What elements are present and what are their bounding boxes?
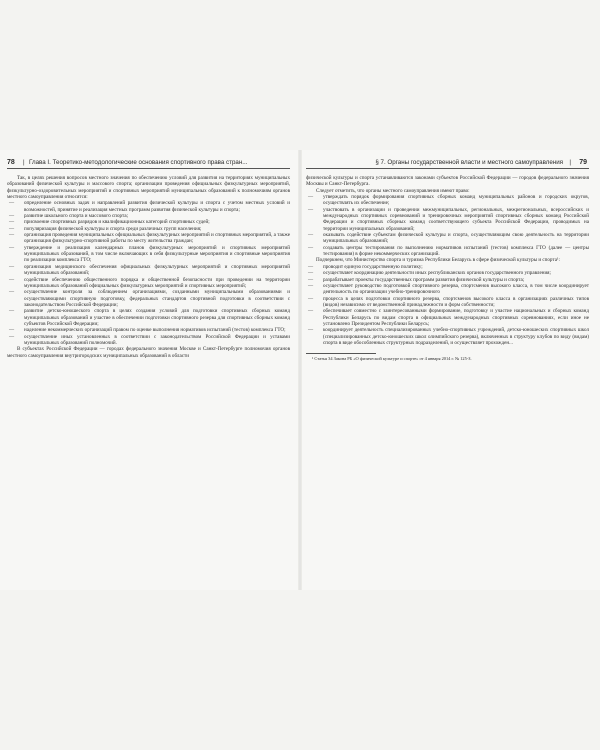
list-item: — развитие детско-юношеского спорта в целях создания условий для подготовки спортивных сборных команд муниципальных образований и участие в обеспечении подготовки спортивного резерва для спортивных сборных команд субъектов Российской Федерации; [7,308,290,327]
paragraph: Подчеркнем, что Министерство спорта и туризма Республики Беларусь в сфере физической культуры и спорта¹: [316,257,560,264]
list-item: — организация проведения муниципальных официальных физкультурных мероприятий и спортивных мероприятий, а также организация физкультурно-спортивной работы по месту жительства граждан; [7,232,290,245]
section-title: § 7. Органы государственной власти и местного самоуправления [375,159,563,166]
page-number: 79 [579,159,587,166]
list-item: — утверждать порядок формирования спортивных сборных команд муниципальных районов и городских округов, осуществлять их обеспечение; [306,194,589,207]
list-item: — создавать центры тестирования по выполнению нормативов испытаний (тестов) комплекса ГТО (далее — центры тестирования) в форме некоммерческих организаций. [306,245,589,258]
list-item: — организация медицинского обеспечения официальных физкультурных мероприятий и спортивных мероприятий муниципальных образований; [7,264,290,277]
list-item: — содействие обеспечению общественного порядка и общественной безопасности при проведении на территории муниципальных образований официальных физкультурных мероприятий и спортивных мероприятий; [7,277,290,290]
list-item: — развитие школьного спорта и массового спорта; [7,213,290,219]
page-number: 78 [7,159,15,166]
paragraph: физической культуры и спорта устанавливаются законами субъектов Российской Федерации — городов федерального значения Москвы и Санкт-Петербурга. [306,175,589,188]
belarus-list [306,264,589,346]
list-item: — обеспечивает совместно с заинтересованными формирование, подготовку и участие национальных и сборных команд Республики Беларусь по видам спорта в официальных международных спортивных соревнованиях, если иное не установлено Президентом Республики Беларусь; [306,308,589,327]
paragraph: В субъектах Российской Федерации — городах федерального значения Москве и Санкт-Петербурге полномочия органов местного самоуправления внутригородских муниципальных образований в области [7,346,290,359]
list-item: — процесса в целях подготовки спортивного резерва, спортсменов высокого класса в организациях различных типов (видов) независимо от ведомственной принадлежности и форм собственности; [306,296,589,309]
chapter-title: Глава I. Теоретико-методологические основания спортивного права стран... [29,159,248,166]
book-gutter [298,150,302,590]
list-item: — осуществление контроля за соблюдением организациями, созданными муниципальными образованиями и осуществляющими спортивную подготовку, федеральных стандартов спортивной подготовки в соответствии с законодательством Российской Федерации; [7,289,290,308]
left-page-header [7,158,290,169]
rights-list [306,194,589,257]
right-page-header [306,158,589,169]
list-item: — определение основных задач и направлений развития физической культуры и спорта с учетом местных условий и возможностей, принятие и реализация местных программ развития физической культуры и спорта; [7,200,290,213]
list-item: — популяризация физической культуры и спорта среди различных групп населения; [7,226,290,232]
left-page [7,158,290,359]
list-item: — осуществляет координацию деятельности иных республиканских органов государственного управления; [306,270,589,276]
list-item: — присвоение спортивных разрядов и квалификационных категорий спортивных судей; [7,219,290,225]
competence-list [7,200,290,346]
footnote-rule [306,353,376,354]
book-spread [0,150,600,590]
right-page [306,158,589,362]
paragraph: Следует отметить, что органы местного самоуправления имеют право: [316,187,470,194]
list-item: — наделение некоммерческих организаций правом по оценке выполнения нормативов испытаний (тестов) комплекса ГТО; [7,327,290,333]
header-separator: | [569,159,571,166]
list-item: — координирует деятельность специализированных учебно-спортивных учреждений, детско-юношеских спортивных школ (специализированных детско-юношеских школ олимпийского резерва), включенных в структуру клубов по виду (видам) спорта в виде обособленных структурных подразделений, и осуществляет прохожден... [306,327,589,346]
list-item: — разрабатывает проекты государственных программ развития физической культуры и спорта; [306,277,589,283]
list-item: — оказывать содействие субъектам физической культуры и спорта, осуществляющим свою деятельность на территории муниципальных образований; [306,232,589,245]
list-item: — участвовать в организации и проведении межмуниципальных, региональных, межрегиональных, всероссийских и международных спортивных соревнований и тренировочных мероприятий спортивных сборных команд Российской Федерации и спортивных сборных команд соответствующего субъекта Российской Федерации, проводимых на территории муниципальных образований; [306,207,589,232]
list-item: — осуществление иных установленных в соответствии с законодательством Российской Федерации и уставами муниципальных образований полномочий. [7,334,290,347]
list-item: — проводит единую государственную политику; [306,264,589,270]
list-item: — осуществляет руководство подготовкой спортивного резерва, спортсменов высокого класса, в том числе координирует деятельность по организации учебно-тренировочного [306,283,589,296]
header-separator: | [23,159,25,166]
list-item: — утверждение и реализация календарных планов физкультурных мероприятий и спортивных мероприятий муниципальных образований, в том числе включающих в себя физкультурные мероприятия и спортивные мероприятия по реализации комплекса ГТО; [7,245,290,264]
footnote: ¹ Статья 34 Закона РБ «О физической культуре и спорте» от 4 января 2014 г. № 125-З. [312,356,472,362]
paragraph: Так, в целях решения вопросов местного значения по обеспечению условий для развития на территориях муниципальных образований физической культуры и массового спорта; организации проведения официальных физкультурных мероприятий, физкультурно-оздоровительных мероприятий и спортивных мероприятий муниципальных образований к полномочиям органов местного самоуправления относятся: [7,175,290,201]
